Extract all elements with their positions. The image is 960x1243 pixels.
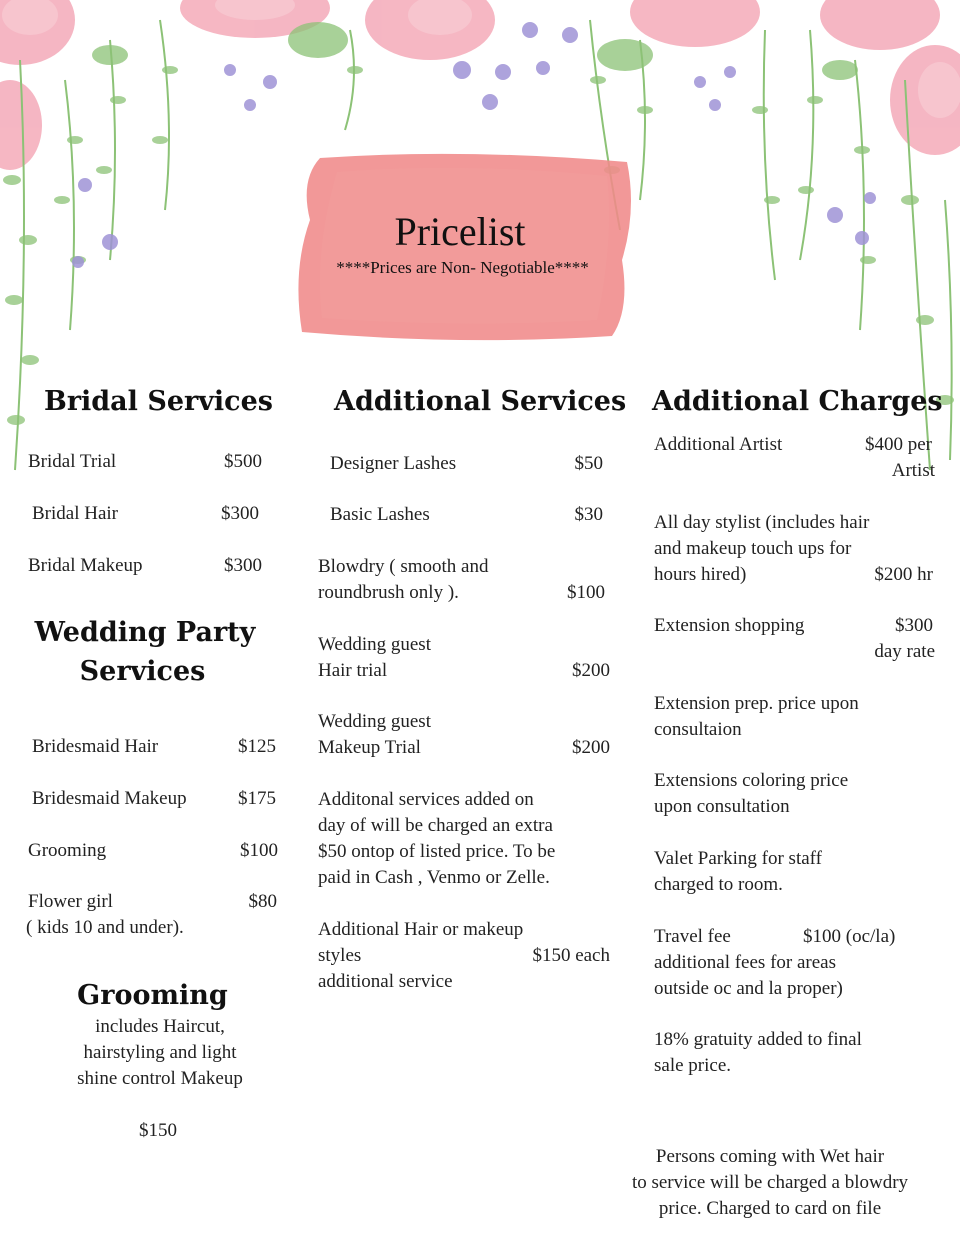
gratuity-line1: 18% gratuity added to final bbox=[654, 1029, 862, 1050]
travel-fee-line2: outside oc and la proper) bbox=[654, 978, 843, 999]
peony-flowers bbox=[0, 0, 960, 170]
all-day-stylist-line1: All day stylist (includes hair bbox=[654, 512, 870, 533]
bridesmaid-hair-label: Bridesmaid Hair bbox=[32, 736, 159, 757]
day-of-note-line3: $50 ontop of listed price. To be bbox=[318, 841, 556, 862]
flower-girl-note: ( kids 10 and under). bbox=[26, 917, 184, 938]
gratuity-line2: sale price. bbox=[654, 1055, 732, 1076]
additional-artist-label: Additional Artist bbox=[654, 434, 783, 455]
guest-makeup-trial-price: $200 bbox=[572, 737, 610, 758]
footer-line1: Persons coming with Wet hair bbox=[655, 1146, 885, 1167]
guest-hair-trial-line1: Wedding guest bbox=[318, 634, 431, 655]
page-title: Pricelist bbox=[394, 209, 526, 254]
travel-fee-price: $100 (oc/la) bbox=[803, 926, 896, 947]
travel-fee-line1: additional fees for areas bbox=[654, 952, 836, 973]
grooming-desc-line3: shine control Makeup bbox=[77, 1068, 243, 1089]
additional-charges-heading: Additional Charges bbox=[652, 386, 943, 417]
bridal-trial-label: Bridal Trial bbox=[28, 451, 117, 472]
extension-prep-line1: Extension prep. price upon bbox=[654, 693, 859, 714]
grooming-item-label: Grooming bbox=[28, 840, 107, 861]
grooming-item-price: $100 bbox=[240, 840, 278, 861]
flower-girl-price: $80 bbox=[248, 891, 277, 912]
wedding-party-heading-line2: Services bbox=[79, 656, 206, 687]
day-of-note-line1: Additonal services added on bbox=[318, 789, 534, 810]
basic-lashes-label: Basic Lashes bbox=[330, 504, 430, 525]
guest-hair-trial-line2: Hair trial bbox=[318, 660, 388, 681]
all-day-stylist-line3: hours hired) bbox=[654, 564, 747, 585]
bridal-makeup-label: Bridal Makeup bbox=[28, 555, 143, 576]
grooming-desc-line2: hairstyling and light bbox=[83, 1042, 237, 1063]
blowdry-label-line2: roundbrush only ). bbox=[318, 582, 459, 603]
bridesmaid-makeup-label: Bridesmaid Makeup bbox=[32, 788, 187, 809]
bridal-services-heading: Bridal Services bbox=[44, 386, 273, 417]
additional-services-heading: Additional Services bbox=[334, 386, 627, 417]
blowdry-price: $100 bbox=[567, 582, 605, 603]
basic-lashes-price: $30 bbox=[574, 504, 603, 525]
guest-makeup-trial-line2: Makeup Trial bbox=[318, 737, 421, 758]
grooming-heading: Grooming bbox=[77, 980, 228, 1011]
flower-girl-label: Flower girl bbox=[28, 891, 113, 912]
guest-makeup-trial-line1: Wedding guest bbox=[318, 711, 431, 732]
wedding-party-heading-line1: Wedding Party bbox=[34, 617, 256, 648]
designer-lashes-price: $50 bbox=[574, 453, 603, 474]
extension-shopping-label: Extension shopping bbox=[654, 615, 805, 636]
grooming-desc-line1: includes Haircut, bbox=[95, 1016, 225, 1037]
additional-artist-unit: Artist bbox=[891, 460, 935, 481]
day-of-note-line4: paid in Cash , Venmo or Zelle. bbox=[318, 867, 550, 888]
bridesmaid-makeup-price: $175 bbox=[238, 788, 276, 809]
extra-styles-line3: additional service bbox=[318, 971, 453, 992]
extra-styles-price: $150 each bbox=[532, 945, 610, 966]
bridal-trial-price: $500 bbox=[224, 451, 262, 472]
extension-prep-line2: consultaion bbox=[654, 719, 742, 740]
designer-lashes-label: Designer Lashes bbox=[330, 453, 457, 474]
all-day-stylist-price: $200 hr bbox=[874, 564, 933, 585]
additional-artist-price: $400 per bbox=[864, 434, 932, 455]
valet-parking-line2: charged to room. bbox=[654, 874, 783, 895]
guest-hair-trial-price: $200 bbox=[572, 660, 610, 681]
bridesmaid-hair-price: $125 bbox=[238, 736, 276, 757]
valet-parking-line1: Valet Parking for staff bbox=[654, 848, 822, 869]
extra-styles-line1: Additional Hair or makeup bbox=[318, 919, 524, 940]
extension-shopping-unit: day rate bbox=[874, 641, 935, 662]
grooming-price: $150 bbox=[139, 1120, 177, 1141]
bridal-hair-price: $300 bbox=[221, 503, 259, 524]
travel-fee-label: Travel fee bbox=[654, 926, 731, 947]
footer-line3: price. Charged to card on file bbox=[658, 1198, 882, 1219]
extension-shopping-price: $300 bbox=[895, 615, 933, 636]
all-day-stylist-line2: and makeup touch ups for bbox=[654, 538, 852, 559]
bridal-hair-label: Bridal Hair bbox=[32, 503, 119, 524]
extension-coloring-line1: Extensions coloring price bbox=[654, 770, 849, 791]
page-subtitle: ****Prices are Non- Negotiable**** bbox=[336, 258, 589, 277]
extension-coloring-line2: upon consultation bbox=[654, 796, 790, 817]
day-of-note-line2: day of will be charged an extra bbox=[318, 815, 553, 836]
bridal-makeup-price: $300 bbox=[224, 555, 262, 576]
footer-line2: to service will be charged a blowdry bbox=[631, 1172, 909, 1193]
extra-styles-line2: styles bbox=[318, 945, 362, 966]
blowdry-label-line1: Blowdry ( smooth and bbox=[318, 556, 489, 577]
